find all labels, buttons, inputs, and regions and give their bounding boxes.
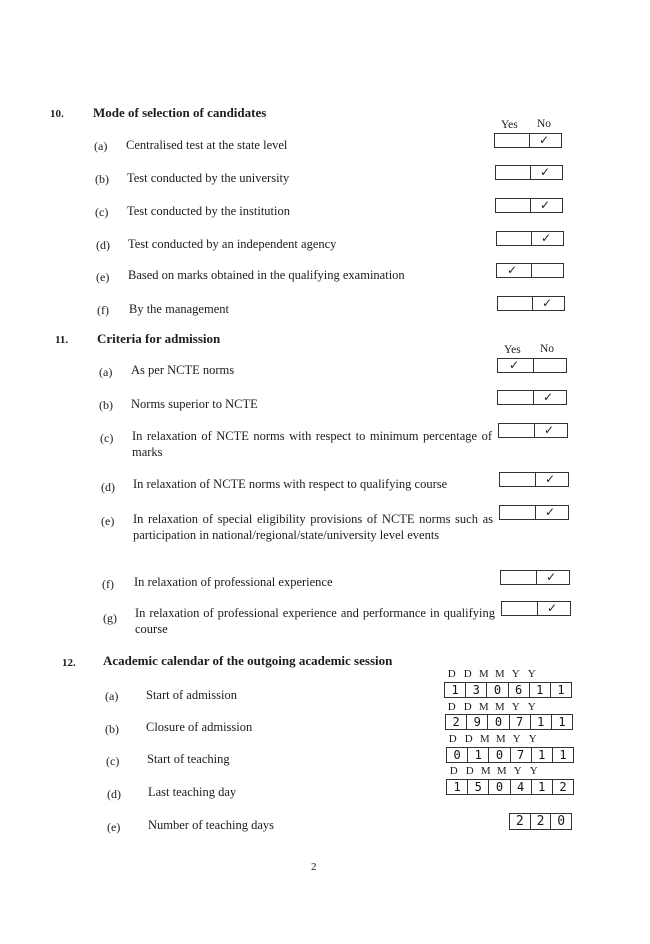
date-format-header-c: D D M M Y Y bbox=[448, 733, 538, 745]
s12-item-e-text: Number of teaching days bbox=[148, 818, 275, 832]
s10-item-c-text: Test conducted by the institution bbox=[127, 204, 290, 218]
s12-item-b-date-field[interactable] bbox=[445, 714, 573, 730]
s11-item-c-text: In relaxation of NCTE norms with respect to minimum percentage of marks bbox=[132, 429, 492, 459]
s10-item-f-checkbox[interactable] bbox=[497, 296, 565, 311]
tick-mark: ✓ bbox=[507, 263, 518, 277]
tick-mark: ✓ bbox=[542, 296, 553, 310]
s11-item-b-text: Norms superior to NCTE bbox=[131, 397, 258, 411]
date-digit: 1 bbox=[557, 683, 565, 697]
s12-item-a-date-field[interactable] bbox=[444, 682, 572, 698]
s12-item-c-date-field[interactable] bbox=[446, 747, 574, 763]
s12-item-d-text: Last teaching day bbox=[148, 785, 237, 799]
date-digit: 1 bbox=[558, 715, 566, 729]
s11-item-c-letter: (c) bbox=[100, 431, 114, 445]
section-10-yes-header: Yes bbox=[501, 119, 518, 131]
s11-item-b-checkbox[interactable] bbox=[497, 390, 567, 405]
section-10-title: Mode of selection of candidates bbox=[93, 105, 267, 120]
s10-item-a-letter: (a) bbox=[94, 139, 108, 153]
tick-mark: ✓ bbox=[547, 601, 558, 615]
s10-item-d-text: Test conducted by an independent agency bbox=[128, 237, 337, 251]
s12-item-c-text: Start of teaching bbox=[147, 752, 230, 766]
date-digit: 1 bbox=[532, 748, 553, 762]
s12-item-e-letter: (e) bbox=[107, 820, 121, 834]
s12-item-c-letter: (c) bbox=[106, 754, 120, 768]
count-digit: 0 bbox=[557, 814, 566, 829]
tick-mark: ✓ bbox=[543, 390, 554, 404]
s11-item-g-letter: (g) bbox=[103, 611, 117, 625]
section-11-number: 11. bbox=[55, 334, 69, 346]
date-digit: 1 bbox=[468, 748, 489, 762]
page-number: 2 bbox=[311, 861, 317, 873]
tick-mark: ✓ bbox=[545, 472, 556, 486]
s11-item-a-text: As per NCTE norms bbox=[131, 363, 235, 377]
section-12-number: 12. bbox=[62, 657, 76, 669]
s11-item-d-letter: (d) bbox=[101, 480, 115, 494]
tick-mark: ✓ bbox=[544, 423, 555, 437]
date-digit: 2 bbox=[446, 715, 467, 729]
date-digit: 1 bbox=[530, 683, 551, 697]
count-digit: 2 bbox=[531, 814, 552, 829]
tick-mark: ✓ bbox=[546, 570, 557, 584]
tick-mark: ✓ bbox=[545, 505, 556, 519]
date-digit: 0 bbox=[488, 715, 509, 729]
date-format-header-a: D D M M Y Y bbox=[447, 668, 537, 680]
date-digit: 1 bbox=[559, 748, 567, 762]
s10-item-c-letter: (c) bbox=[95, 205, 109, 219]
s10-item-e-text: Based on marks obtained in the qualifying examination bbox=[128, 268, 405, 282]
s11-item-f-checkbox[interactable] bbox=[500, 570, 570, 585]
s11-item-d-text: In relaxation of NCTE norms with respect to qualifying course bbox=[133, 477, 448, 491]
section-11-title: Criteria for admission bbox=[97, 331, 221, 346]
section-10-no-header: No bbox=[537, 118, 552, 130]
date-digit: 1 bbox=[445, 683, 466, 697]
date-digit: 1 bbox=[532, 780, 553, 794]
date-digit: 0 bbox=[487, 683, 508, 697]
s11-item-g-checkbox[interactable] bbox=[501, 601, 571, 616]
count-digit: 2 bbox=[510, 814, 531, 829]
date-format-header-d: D D M M Y Y bbox=[449, 765, 539, 777]
s10-item-b-letter: (b) bbox=[95, 172, 109, 186]
s10-item-f-text: By the management bbox=[129, 302, 229, 316]
s11-item-a-checkbox[interactable] bbox=[497, 358, 567, 373]
s11-item-d-checkbox[interactable] bbox=[499, 472, 569, 487]
s10-item-a-text: Centralised test at the state level bbox=[126, 138, 288, 152]
s12-item-d-date-field[interactable] bbox=[446, 779, 574, 795]
s10-item-b-text: Test conducted by the university bbox=[127, 171, 290, 185]
s11-item-b-letter: (b) bbox=[99, 398, 113, 412]
tick-mark: ✓ bbox=[509, 358, 520, 372]
date-digit: 1 bbox=[447, 780, 468, 794]
s10-item-c-checkbox[interactable] bbox=[495, 198, 563, 213]
date-digit: 6 bbox=[509, 683, 530, 697]
section-10-number: 10. bbox=[50, 108, 64, 120]
s10-item-a-checkbox[interactable] bbox=[494, 133, 562, 148]
date-digit: 4 bbox=[511, 780, 532, 794]
s11-item-f-letter: (f) bbox=[102, 577, 114, 591]
s11-item-e-text: In relaxation of special eligibility provisions of NCTE norms such as participation in national/regional/state/university level events bbox=[133, 512, 493, 542]
date-digit: 7 bbox=[510, 715, 531, 729]
s11-item-f-text: In relaxation of professional experience bbox=[134, 575, 333, 589]
date-digit: 2 bbox=[559, 780, 567, 794]
s11-item-c-checkbox[interactable] bbox=[498, 423, 568, 438]
tick-mark: ✓ bbox=[539, 133, 550, 147]
date-digit: 0 bbox=[489, 780, 510, 794]
s11-item-a-letter: (a) bbox=[99, 365, 113, 379]
date-digit: 1 bbox=[531, 715, 552, 729]
s10-item-d-letter: (d) bbox=[96, 238, 110, 252]
s11-item-e-letter: (e) bbox=[101, 514, 115, 528]
section-12-title: Academic calendar of the outgoing academic session bbox=[103, 653, 393, 668]
s10-item-e-letter: (e) bbox=[96, 270, 110, 284]
tick-mark: ✓ bbox=[541, 231, 552, 245]
s11-item-g-text: In relaxation of professional experience and performance in qualifying course bbox=[135, 606, 495, 636]
tick-mark: ✓ bbox=[540, 165, 551, 179]
date-digit: 0 bbox=[447, 748, 468, 762]
s12-item-b-letter: (b) bbox=[105, 722, 119, 736]
date-digit: 9 bbox=[467, 715, 488, 729]
s10-item-b-checkbox[interactable] bbox=[495, 165, 563, 180]
date-format-header-b: D D M M Y Y bbox=[447, 701, 537, 713]
s12-item-a-text: Start of admission bbox=[146, 688, 237, 702]
tick-mark: ✓ bbox=[540, 198, 551, 212]
s12-item-e-count-field[interactable] bbox=[509, 813, 572, 830]
date-digit: 3 bbox=[466, 683, 487, 697]
s10-item-d-checkbox[interactable] bbox=[496, 231, 564, 246]
s10-item-e-checkbox[interactable] bbox=[496, 263, 564, 278]
s12-item-d-letter: (d) bbox=[107, 787, 121, 801]
section-11-no-header: No bbox=[540, 343, 555, 355]
s11-item-e-checkbox[interactable] bbox=[499, 505, 569, 520]
s10-item-f-letter: (f) bbox=[97, 303, 109, 317]
section-11-yes-header: Yes bbox=[504, 344, 521, 356]
s12-item-b-text: Closure of admission bbox=[146, 720, 253, 734]
date-digit: 7 bbox=[511, 748, 532, 762]
s12-item-a-letter: (a) bbox=[105, 689, 119, 703]
date-digit: 0 bbox=[489, 748, 510, 762]
date-digit: 5 bbox=[468, 780, 489, 794]
